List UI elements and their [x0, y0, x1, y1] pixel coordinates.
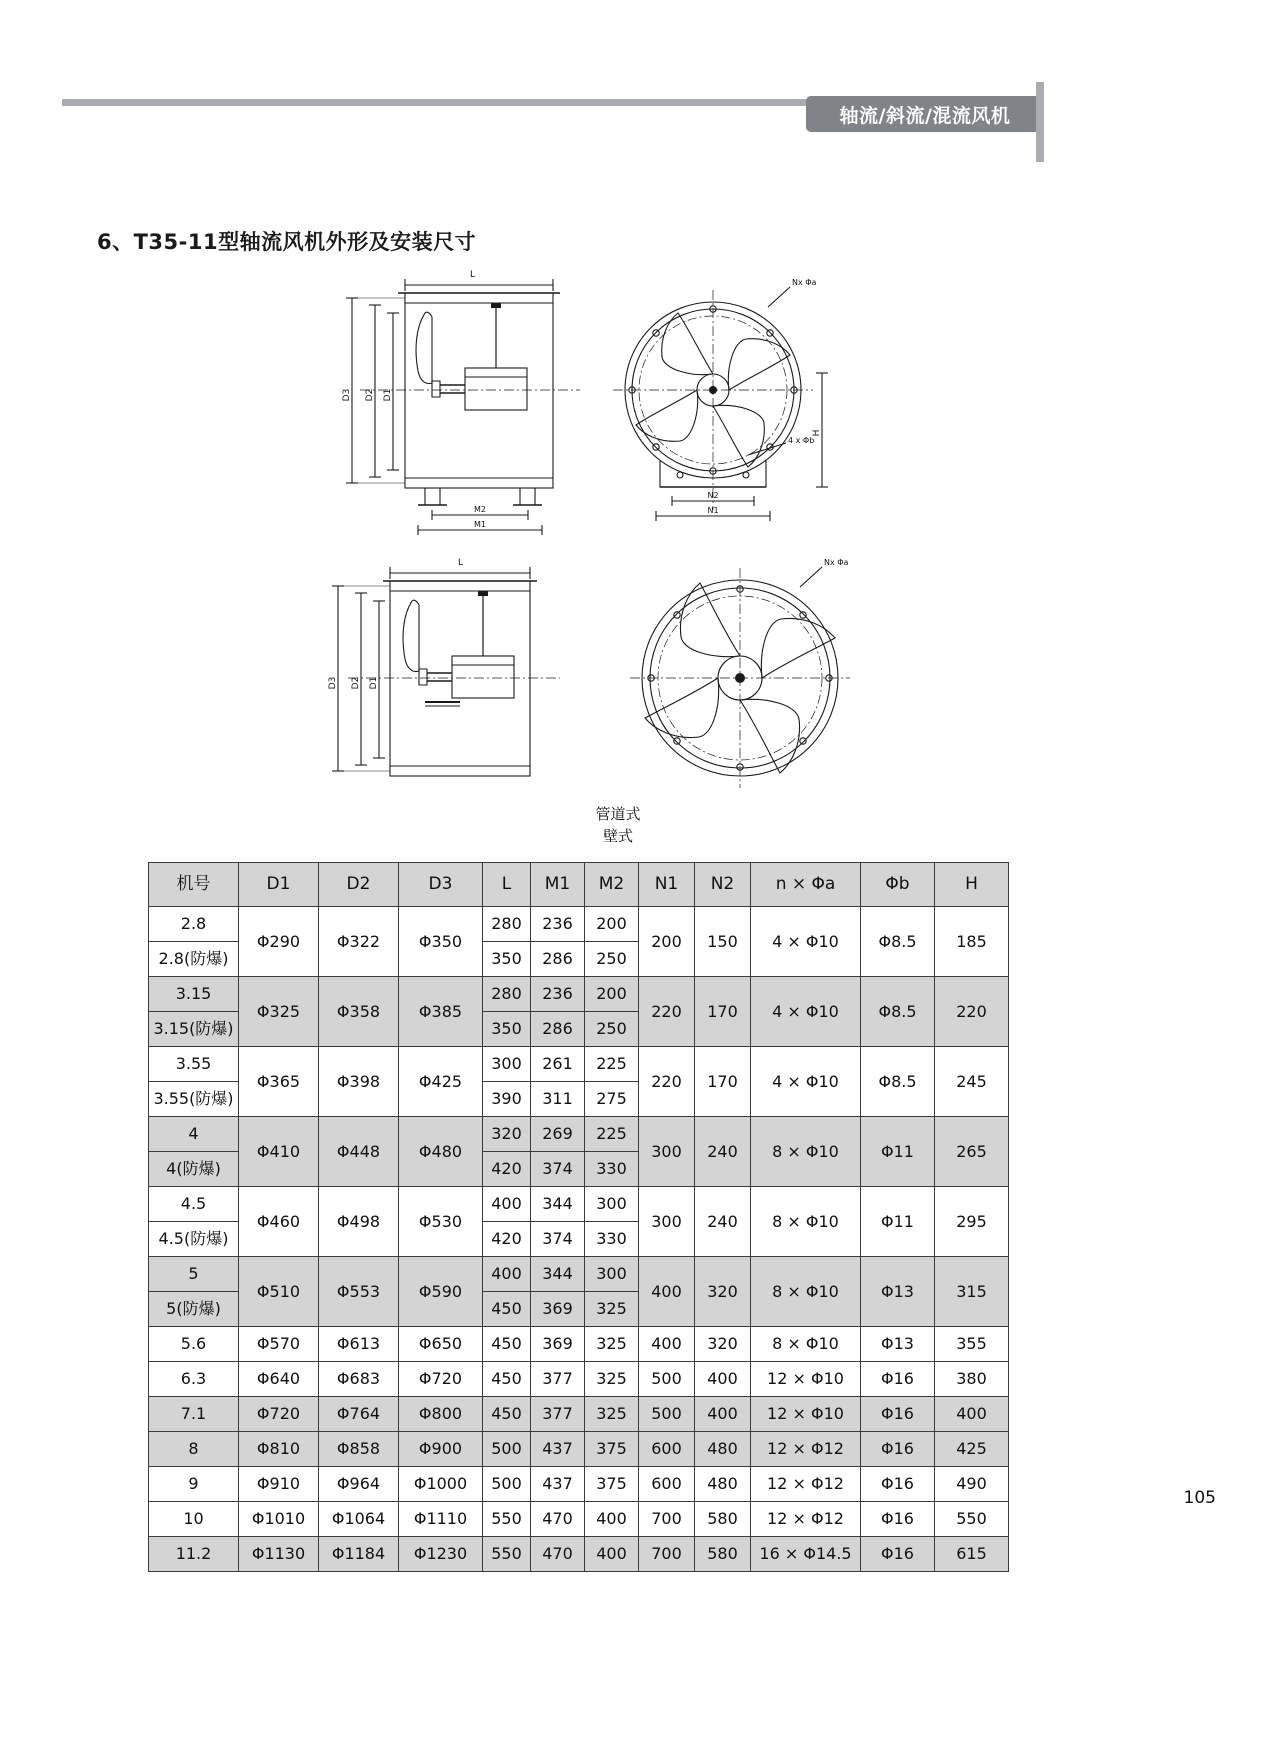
cell-m1: 344: [531, 1257, 585, 1292]
table-body: [149, 907, 1009, 1572]
cell-d2: Φ858: [319, 1432, 399, 1467]
cell-n1: 500: [639, 1397, 695, 1432]
cell-model: 11.2: [149, 1537, 239, 1572]
cell-model: 9: [149, 1467, 239, 1502]
cell-n1: 220: [639, 977, 695, 1047]
cell-m1: 470: [531, 1502, 585, 1537]
cell-m1: 369: [531, 1292, 585, 1327]
svg-text:D2: D2: [365, 388, 375, 402]
cell-n2: 170: [695, 977, 751, 1047]
drawing-caption-wall: 壁式: [602, 827, 633, 845]
cell-phi-b: Φ16: [861, 1537, 935, 1572]
cell-d2: Φ1184: [319, 1537, 399, 1572]
cell-n-phi-a: 4 × Φ10: [751, 977, 861, 1047]
cell-n-phi-a: 8 × Φ10: [751, 1257, 861, 1327]
col-header-d3: D3: [399, 863, 483, 907]
cell-model-ex: 5(防爆): [149, 1292, 239, 1327]
cell-m1: 236: [531, 977, 585, 1012]
cell-phi-b: Φ16: [861, 1362, 935, 1397]
cell-l: 320: [483, 1117, 531, 1152]
cell-d1: Φ410: [239, 1117, 319, 1187]
cell-d3: Φ530: [399, 1187, 483, 1257]
cell-d2: Φ448: [319, 1117, 399, 1187]
cell-m1: 437: [531, 1432, 585, 1467]
cell-n1: 300: [639, 1117, 695, 1187]
col-header-m1: M1: [531, 863, 585, 907]
cell-n-phi-a: 12 × Φ12: [751, 1502, 861, 1537]
col-header-n-phi-a: n × Φa: [751, 863, 861, 907]
cell-d1: Φ1130: [239, 1537, 319, 1572]
cell-m2: 200: [585, 907, 639, 942]
cell-n1: 220: [639, 1047, 695, 1117]
technical-drawings: [0, 265, 1276, 845]
cell-model-ex: 4(防爆): [149, 1152, 239, 1187]
cell-d1: Φ365: [239, 1047, 319, 1117]
cell-m2: 225: [585, 1117, 639, 1152]
cell-n2: 240: [695, 1117, 751, 1187]
cell-model: 10: [149, 1502, 239, 1537]
cell-phi-b: Φ16: [861, 1502, 935, 1537]
svg-text:D3: D3: [328, 676, 338, 690]
cell-d3: Φ1230: [399, 1537, 483, 1572]
cell-phi-b: Φ11: [861, 1187, 935, 1257]
cell-m1: 377: [531, 1397, 585, 1432]
cell-d3: Φ350: [399, 907, 483, 977]
cell-n-phi-a: 12 × Φ10: [751, 1397, 861, 1432]
cell-m2: 325: [585, 1292, 639, 1327]
table-row: [149, 977, 1009, 1012]
table-row: [149, 1502, 1009, 1537]
cell-m2: 300: [585, 1257, 639, 1292]
cell-d3: Φ385: [399, 977, 483, 1047]
cell-h: 400: [935, 1397, 1009, 1432]
cell-h: 295: [935, 1187, 1009, 1257]
cell-phi-b: Φ11: [861, 1117, 935, 1187]
cell-d2: Φ683: [319, 1362, 399, 1397]
cell-n-phi-a: 8 × Φ10: [751, 1187, 861, 1257]
cell-d2: Φ613: [319, 1327, 399, 1362]
cell-d1: Φ290: [239, 907, 319, 977]
cell-l: 550: [483, 1537, 531, 1572]
svg-text:D2: D2: [351, 676, 361, 690]
cell-d3: Φ1000: [399, 1467, 483, 1502]
cell-h: 380: [935, 1362, 1009, 1397]
cell-d1: Φ510: [239, 1257, 319, 1327]
cell-n-phi-a: 8 × Φ10: [751, 1117, 861, 1187]
table-row: [149, 1362, 1009, 1397]
cell-m2: 325: [585, 1397, 639, 1432]
cell-h: 490: [935, 1467, 1009, 1502]
cell-h: 220: [935, 977, 1009, 1047]
cell-d1: Φ910: [239, 1467, 319, 1502]
svg-text:D1: D1: [383, 388, 393, 402]
cell-l: 300: [483, 1047, 531, 1082]
col-header-d2: D2: [319, 863, 399, 907]
cell-n1: 600: [639, 1467, 695, 1502]
svg-text:4 x Φb: 4 x Φb: [788, 436, 815, 445]
cell-m1: 269: [531, 1117, 585, 1152]
cell-m2: 330: [585, 1222, 639, 1257]
cell-n-phi-a: 12 × Φ12: [751, 1432, 861, 1467]
cell-n2: 320: [695, 1327, 751, 1362]
cell-n2: 170: [695, 1047, 751, 1117]
svg-text:Nx Φa: Nx Φa: [792, 278, 817, 287]
page-number: 105: [1183, 1488, 1216, 1508]
header-side-tab: [1036, 82, 1044, 162]
cell-d1: Φ640: [239, 1362, 319, 1397]
cell-d3: Φ590: [399, 1257, 483, 1327]
table-row: [149, 1257, 1009, 1292]
cell-d3: Φ425: [399, 1047, 483, 1117]
cell-d1: Φ1010: [239, 1502, 319, 1537]
cell-m1: 261: [531, 1047, 585, 1082]
cell-m2: 200: [585, 977, 639, 1012]
cell-l: 450: [483, 1327, 531, 1362]
cell-m2: 400: [585, 1502, 639, 1537]
cell-h: 550: [935, 1502, 1009, 1537]
svg-text:Nx Φa: Nx Φa: [824, 558, 849, 567]
table-row: [149, 1047, 1009, 1082]
cell-m1: 374: [531, 1222, 585, 1257]
cell-l: 400: [483, 1257, 531, 1292]
cell-l: 550: [483, 1502, 531, 1537]
svg-text:H: H: [812, 429, 822, 437]
cell-m1: 286: [531, 1012, 585, 1047]
cell-model-ex: 3.55(防爆): [149, 1082, 239, 1117]
cell-m2: 400: [585, 1537, 639, 1572]
cell-h: 265: [935, 1117, 1009, 1187]
cell-phi-b: Φ8.5: [861, 977, 935, 1047]
cell-phi-b: Φ16: [861, 1397, 935, 1432]
table-row: [149, 1467, 1009, 1502]
page-header: [0, 0, 1276, 180]
cell-d2: Φ964: [319, 1467, 399, 1502]
cell-m1: 344: [531, 1187, 585, 1222]
cell-d2: Φ553: [319, 1257, 399, 1327]
table-row: [149, 1397, 1009, 1432]
cell-l: 450: [483, 1397, 531, 1432]
col-header-n1: N1: [639, 863, 695, 907]
cell-d2: Φ1064: [319, 1502, 399, 1537]
cell-phi-b: Φ8.5: [861, 1047, 935, 1117]
table-row: [149, 1327, 1009, 1362]
cell-m2: 275: [585, 1082, 639, 1117]
cell-m2: 250: [585, 942, 639, 977]
cell-d3: Φ480: [399, 1117, 483, 1187]
cell-n1: 400: [639, 1257, 695, 1327]
col-header-l: L: [483, 863, 531, 907]
col-header-model: 机号: [149, 863, 239, 907]
cell-phi-b: Φ13: [861, 1257, 935, 1327]
col-header-n2: N2: [695, 863, 751, 907]
col-header-d1: D1: [239, 863, 319, 907]
table-row: [149, 1537, 1009, 1572]
cell-n-phi-a: 8 × Φ10: [751, 1327, 861, 1362]
col-header-h: H: [935, 863, 1009, 907]
cell-l: 280: [483, 977, 531, 1012]
cell-d1: Φ570: [239, 1327, 319, 1362]
table-row: [149, 907, 1009, 942]
cell-d1: Φ720: [239, 1397, 319, 1432]
page-title: 6、T35-11型轴流风机外形及安装尺寸: [97, 230, 477, 254]
cell-model: 6.3: [149, 1362, 239, 1397]
cell-model: 3.55: [149, 1047, 239, 1082]
cell-m2: 375: [585, 1467, 639, 1502]
cell-m1: 236: [531, 907, 585, 942]
cell-l: 420: [483, 1222, 531, 1257]
cell-h: 315: [935, 1257, 1009, 1327]
cell-l: 350: [483, 942, 531, 977]
cell-d2: Φ358: [319, 977, 399, 1047]
cell-l: 350: [483, 1012, 531, 1047]
cell-d1: Φ325: [239, 977, 319, 1047]
col-header-m2: M2: [585, 863, 639, 907]
cell-m1: 377: [531, 1362, 585, 1397]
cell-m1: 369: [531, 1327, 585, 1362]
cell-model: 3.15: [149, 977, 239, 1012]
cell-n2: 240: [695, 1187, 751, 1257]
cell-model: 8: [149, 1432, 239, 1467]
cell-d2: Φ764: [319, 1397, 399, 1432]
cell-model-ex: 4.5(防爆): [149, 1222, 239, 1257]
cell-d3: Φ1110: [399, 1502, 483, 1537]
cell-m2: 325: [585, 1327, 639, 1362]
cell-n1: 700: [639, 1502, 695, 1537]
cell-m1: 374: [531, 1152, 585, 1187]
cell-phi-b: Φ16: [861, 1432, 935, 1467]
cell-n1: 400: [639, 1327, 695, 1362]
table-header-row: [149, 863, 1009, 907]
table-row: [149, 1117, 1009, 1152]
cell-n-phi-a: 4 × Φ10: [751, 907, 861, 977]
cell-n1: 600: [639, 1432, 695, 1467]
col-header-phi-b: Φb: [861, 863, 935, 907]
cell-d3: Φ650: [399, 1327, 483, 1362]
cell-m2: 250: [585, 1012, 639, 1047]
cell-l: 450: [483, 1292, 531, 1327]
cell-n1: 500: [639, 1362, 695, 1397]
cell-model: 4: [149, 1117, 239, 1152]
cell-n-phi-a: 16 × Φ14.5: [751, 1537, 861, 1572]
cell-m2: 325: [585, 1362, 639, 1397]
cell-h: 615: [935, 1537, 1009, 1572]
cell-phi-b: Φ8.5: [861, 907, 935, 977]
svg-text:N1: N1: [707, 506, 719, 515]
cell-n2: 480: [695, 1467, 751, 1502]
cell-n2: 320: [695, 1257, 751, 1327]
cell-m1: 437: [531, 1467, 585, 1502]
cell-l: 500: [483, 1432, 531, 1467]
cell-model-ex: 2.8(防爆): [149, 942, 239, 977]
cell-m2: 375: [585, 1432, 639, 1467]
svg-text:L: L: [470, 270, 476, 280]
cell-h: 185: [935, 907, 1009, 977]
drawing-caption-duct: 管道式: [595, 805, 641, 823]
cell-n1: 700: [639, 1537, 695, 1572]
cell-m2: 300: [585, 1187, 639, 1222]
header-rule: [62, 99, 852, 106]
cell-d2: Φ398: [319, 1047, 399, 1117]
cell-model: 4.5: [149, 1187, 239, 1222]
fan-engineering-drawing: [0, 265, 1276, 845]
cell-m1: 470: [531, 1537, 585, 1572]
cell-l: 420: [483, 1152, 531, 1187]
cell-m1: 311: [531, 1082, 585, 1117]
cell-n2: 400: [695, 1362, 751, 1397]
svg-text:M1: M1: [474, 520, 486, 529]
cell-n2: 150: [695, 907, 751, 977]
cell-n-phi-a: 12 × Φ10: [751, 1362, 861, 1397]
dimensions-table-container: [148, 862, 1008, 1572]
cell-n-phi-a: 4 × Φ10: [751, 1047, 861, 1117]
cell-model: 7.1: [149, 1397, 239, 1432]
cell-l: 500: [483, 1467, 531, 1502]
cell-d3: Φ720: [399, 1362, 483, 1397]
cell-n1: 300: [639, 1187, 695, 1257]
cell-n1: 200: [639, 907, 695, 977]
cell-phi-b: Φ13: [861, 1327, 935, 1362]
cell-l: 400: [483, 1187, 531, 1222]
cell-n-phi-a: 12 × Φ12: [751, 1467, 861, 1502]
table-row: [149, 1432, 1009, 1467]
dimensions-table: [148, 862, 1009, 1572]
svg-text:D1: D1: [369, 676, 379, 690]
cell-model: 5.6: [149, 1327, 239, 1362]
cell-n2: 400: [695, 1397, 751, 1432]
svg-text:D3: D3: [342, 388, 352, 402]
cell-m1: 286: [531, 942, 585, 977]
svg-text:L: L: [458, 558, 464, 568]
cell-m2: 330: [585, 1152, 639, 1187]
cell-n2: 580: [695, 1502, 751, 1537]
cell-n2: 580: [695, 1537, 751, 1572]
cell-model-ex: 3.15(防爆): [149, 1012, 239, 1047]
cell-phi-b: Φ16: [861, 1467, 935, 1502]
cell-h: 425: [935, 1432, 1009, 1467]
svg-text:N2: N2: [707, 491, 719, 500]
cell-model: 5: [149, 1257, 239, 1292]
cell-h: 355: [935, 1327, 1009, 1362]
cell-model: 2.8: [149, 907, 239, 942]
cell-d1: Φ460: [239, 1187, 319, 1257]
cell-n2: 480: [695, 1432, 751, 1467]
cell-h: 245: [935, 1047, 1009, 1117]
cell-d3: Φ800: [399, 1397, 483, 1432]
svg-text:M2: M2: [474, 505, 486, 514]
cell-m2: 225: [585, 1047, 639, 1082]
cell-l: 450: [483, 1362, 531, 1397]
header-category-badge: [806, 96, 1044, 132]
cell-d2: Φ322: [319, 907, 399, 977]
cell-d3: Φ900: [399, 1432, 483, 1467]
table-row: [149, 1187, 1009, 1222]
cell-l: 280: [483, 907, 531, 942]
cell-d2: Φ498: [319, 1187, 399, 1257]
cell-l: 390: [483, 1082, 531, 1117]
cell-d1: Φ810: [239, 1432, 319, 1467]
header-badge-label: 轴流/斜流/混流风机: [839, 104, 1011, 127]
